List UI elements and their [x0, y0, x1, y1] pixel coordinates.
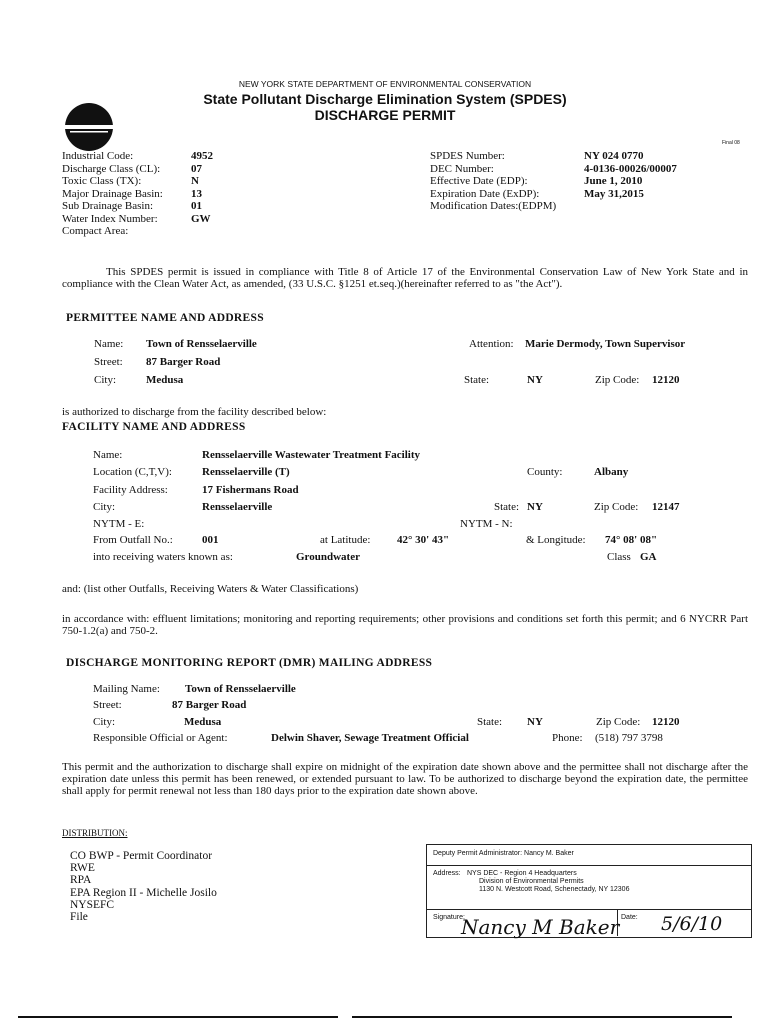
box-address-line-3: 1130 N. Westcott Road, Schenectady, NY 12306	[479, 886, 630, 893]
box-address-line-1: NYS DEC - Region 4 Headquarters	[467, 870, 577, 877]
code-value: GW	[191, 212, 211, 225]
permit-field-value: May 31,2015	[584, 187, 644, 200]
receiving-waters-label: into receiving waters known as:	[93, 551, 233, 563]
class-label: Class	[607, 551, 631, 563]
facility-name: Rensselaerville Wastewater Treatment Facility	[202, 449, 421, 461]
facility-zip-label: Zip Code:	[594, 501, 639, 513]
latitude-label: at Latitude:	[320, 534, 371, 546]
dept-name: NEW YORK STATE DEPARTMENT OF ENVIRONMENTAL CONSERVATION	[238, 79, 532, 89]
distribution-item: RPA	[70, 874, 92, 887]
form-note: Final 08	[722, 140, 740, 146]
code-label: Toxic Class (TX):	[62, 175, 142, 187]
signature-handwritten: Nancy M Baker	[461, 915, 620, 939]
permit-field-label: Modification Dates:(EDPM)	[430, 200, 557, 212]
distribution-heading: DISTRIBUTION:	[62, 828, 128, 838]
admin-name: Deputy Permit Administrator: Nancy M. Baker	[433, 850, 574, 857]
distribution-item: RWE	[70, 862, 95, 875]
dmr-city-label: City:	[93, 716, 116, 728]
dmr-zip: 12120	[652, 716, 680, 728]
code-value: N	[191, 175, 199, 187]
permittee-heading: PERMITTEE NAME AND ADDRESS	[66, 312, 264, 324]
permittee-zip: 12120	[652, 374, 680, 386]
dmr-phone-label: Phone:	[552, 732, 583, 744]
date-label: Date:	[621, 914, 638, 921]
expiration-paragraph: This permit and the authorization to discharge shall expire on midnight of the expiration date shown above and the permittee shall not discharge after the expiration date unless this permit has been renewed, or extended pursuant to law. To be authorized to discharge beyond the expiration date, the permittee shall apply for permit renewal not less than 180 days prior to the expiration date shown above.	[62, 761, 748, 797]
permittee-city-label: City:	[94, 374, 117, 386]
county-value: Albany	[594, 466, 629, 478]
longitude-label: & Longitude:	[526, 534, 586, 546]
facility-heading: FACILITY NAME AND ADDRESS	[62, 421, 246, 433]
dmr-city: Medusa	[184, 716, 222, 728]
permittee-state: NY	[527, 374, 543, 386]
permittee-zip-label: Zip Code:	[595, 374, 640, 386]
permit-field-label: Effective Date (EDP):	[430, 175, 528, 187]
signature-label: Signature:	[433, 914, 465, 921]
authorized-text: is authorized to discharge from the facility described below:	[62, 406, 327, 418]
dmr-street: 87 Barger Road	[172, 699, 247, 711]
class-value: GA	[640, 551, 657, 563]
code-label: Sub Drainage Basin:	[62, 200, 154, 212]
permit-field-label: DEC Number:	[430, 162, 494, 175]
dmr-mailing-label: Mailing Name:	[93, 683, 160, 695]
distribution-item: EPA Region II - Michelle Josilo	[70, 886, 217, 899]
dmr-state: NY	[527, 716, 543, 728]
facility-name-label: Name:	[93, 449, 123, 461]
location-label: Location (C,T,V):	[93, 466, 172, 478]
box-address-label: Address:	[433, 870, 461, 877]
code-label: Water Index Number:	[62, 212, 158, 225]
page-title: DISCHARGE PERMIT	[314, 107, 456, 123]
code-value: 4952	[191, 150, 213, 162]
code-value: 01	[191, 200, 202, 212]
dmr-state-label: State:	[477, 716, 503, 728]
receiving-waters-value: Groundwater	[296, 551, 360, 563]
outfall-label: From Outfall No.:	[93, 534, 173, 546]
system-title: State Pollutant Discharge Elimination System (SPDES)	[203, 91, 567, 107]
facility-city-label: City:	[93, 501, 116, 513]
permit-field-value: 4-0136-00026/00007	[584, 162, 677, 175]
attention-label: Attention:	[469, 338, 514, 350]
code-label: Discharge Class (CL):	[62, 162, 161, 175]
permittee-street-label: Street:	[94, 356, 123, 368]
location-value: Rensselaerville (T)	[202, 466, 290, 478]
code-value: 07	[191, 162, 202, 175]
attention-value: Marie Dermody, Town Supervisor	[525, 338, 686, 350]
permittee-state-label: State:	[464, 374, 490, 386]
distribution-item: CO BWP - Permit Coordinator	[70, 850, 213, 862]
permit-field-value: June 1, 2010	[584, 175, 643, 187]
code-label: Compact Area:	[62, 225, 129, 237]
facility-address: 17 Fishermans Road	[202, 484, 299, 496]
outfall-value: 001	[202, 534, 219, 546]
nytm-n-label: NYTM - N:	[460, 518, 513, 530]
county-label: County:	[527, 466, 563, 478]
facility-address-label: Facility Address:	[93, 484, 168, 496]
accordance-paragraph: in accordance with: effluent limitations; monitoring and reporting requirements; other provisions and conditions set forth this permit; and 6 NYCRR Part 750-1.2(a) and 750-2.	[62, 613, 748, 637]
permittee-name-label: Name:	[94, 338, 124, 350]
dmr-official-label: Responsible Official or Agent:	[93, 732, 228, 744]
nytm-e-label: NYTM - E:	[93, 518, 145, 530]
latitude-value: 42° 30' 43"	[397, 534, 450, 546]
facility-state: NY	[527, 501, 543, 513]
permit-field-value: NY 024 0770	[584, 150, 644, 162]
facility-city: Rensselaerville	[202, 501, 273, 513]
longitude-value: 74° 08' 08"	[605, 534, 658, 546]
other-outfalls-text: and: (list other Outfalls, Receiving Waters & Water Classifications)	[62, 583, 359, 595]
permittee-city: Medusa	[146, 374, 184, 386]
dmr-mailing-name: Town of Rensselaerville	[185, 683, 296, 695]
date-handwritten: 5/6/10	[661, 913, 723, 935]
permittee-street: 87 Barger Road	[146, 356, 221, 368]
permit-field-label: SPDES Number:	[430, 150, 505, 162]
dec-logo-icon	[64, 102, 114, 152]
code-label: Industrial Code:	[62, 150, 134, 162]
code-label: Major Drainage Basin:	[62, 187, 163, 200]
dmr-street-label: Street:	[93, 699, 122, 711]
facility-zip: 12147	[652, 501, 680, 513]
signature-box	[426, 844, 752, 938]
permit-field-label: Expiration Date (ExDP):	[430, 187, 540, 200]
distribution-item: File	[70, 911, 88, 923]
code-value: 13	[191, 187, 202, 200]
box-address-line-2: Division of Environmental Permits	[479, 878, 584, 885]
intro-paragraph: This SPDES permit is issued in compliance with Title 8 of Article 17 of the Environmental Conservation Law of New York State and in compliance with the Clean Water Act, as amended, (33 U.S.C. §1251 et.seq.)(hereinafter referred to as "the Act").	[62, 266, 748, 290]
dmr-heading: DISCHARGE MONITORING REPORT (DMR) MAILING ADDRESS	[66, 657, 433, 669]
facility-state-label: State:	[494, 501, 520, 513]
dmr-official: Delwin Shaver, Sewage Treatment Official	[271, 732, 469, 744]
permittee-name: Town of Rensselaerville	[146, 338, 257, 350]
dmr-zip-label: Zip Code:	[596, 716, 641, 728]
distribution-item: NYSEFC	[70, 898, 115, 911]
dmr-phone: (518) 797 3798	[595, 732, 663, 744]
